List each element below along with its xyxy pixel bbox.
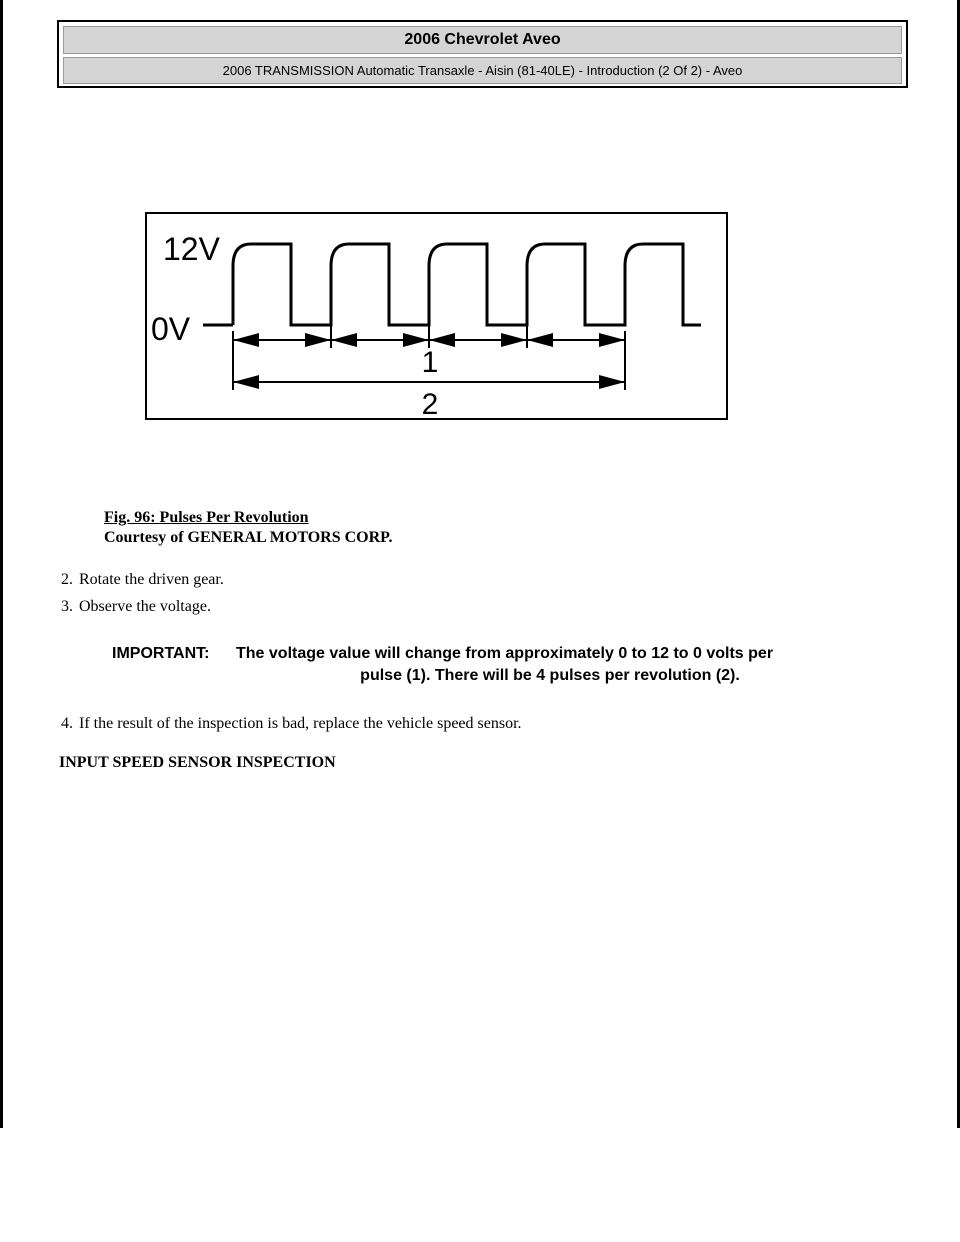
step-item bbox=[44, 570, 224, 590]
important-text-line-1: The voltage value will change from approximately 0 to 12 to 0 volts per bbox=[236, 645, 774, 662]
step-item bbox=[44, 597, 211, 617]
label-pulse-1: 1 bbox=[421, 346, 439, 379]
step-number: 4. bbox=[61, 715, 73, 732]
label-revolution-2: 2 bbox=[421, 388, 439, 420]
important-label: IMPORTANT: bbox=[112, 645, 210, 662]
page-header bbox=[57, 20, 908, 88]
waveform-diagram bbox=[145, 212, 728, 420]
header-title: 2006 Chevrolet Aveo bbox=[63, 26, 902, 54]
step-text: If the result of the inspection is bad, replace the vehicle speed sensor. bbox=[79, 715, 522, 732]
step-number: 2. bbox=[61, 571, 73, 588]
pulses-per-revolution-figure bbox=[145, 212, 728, 420]
figure-title: Fig. 96: Pulses Per Revolution bbox=[104, 509, 309, 526]
step-text: Observe the voltage. bbox=[79, 598, 211, 615]
figure-credit: Courtesy of GENERAL MOTORS CORP. bbox=[104, 529, 393, 546]
step-number: 3. bbox=[61, 598, 73, 615]
label-0v: 0V bbox=[151, 311, 191, 347]
step-item bbox=[44, 714, 522, 734]
step-text: Rotate the driven gear. bbox=[79, 571, 224, 588]
figure-caption bbox=[104, 508, 392, 548]
page-border-left bbox=[0, 0, 3, 1128]
header-subtitle: 2006 TRANSMISSION Automatic Transaxle - Aisin (81-40LE) - Introduction (2 Of 2) - Aveo bbox=[63, 57, 902, 84]
section-heading: INPUT SPEED SENSOR INSPECTION bbox=[59, 754, 336, 771]
label-12v: 12V bbox=[163, 231, 220, 267]
important-text-line-2: pulse (1). There will be 4 pulses per revolution (2). bbox=[360, 667, 740, 684]
